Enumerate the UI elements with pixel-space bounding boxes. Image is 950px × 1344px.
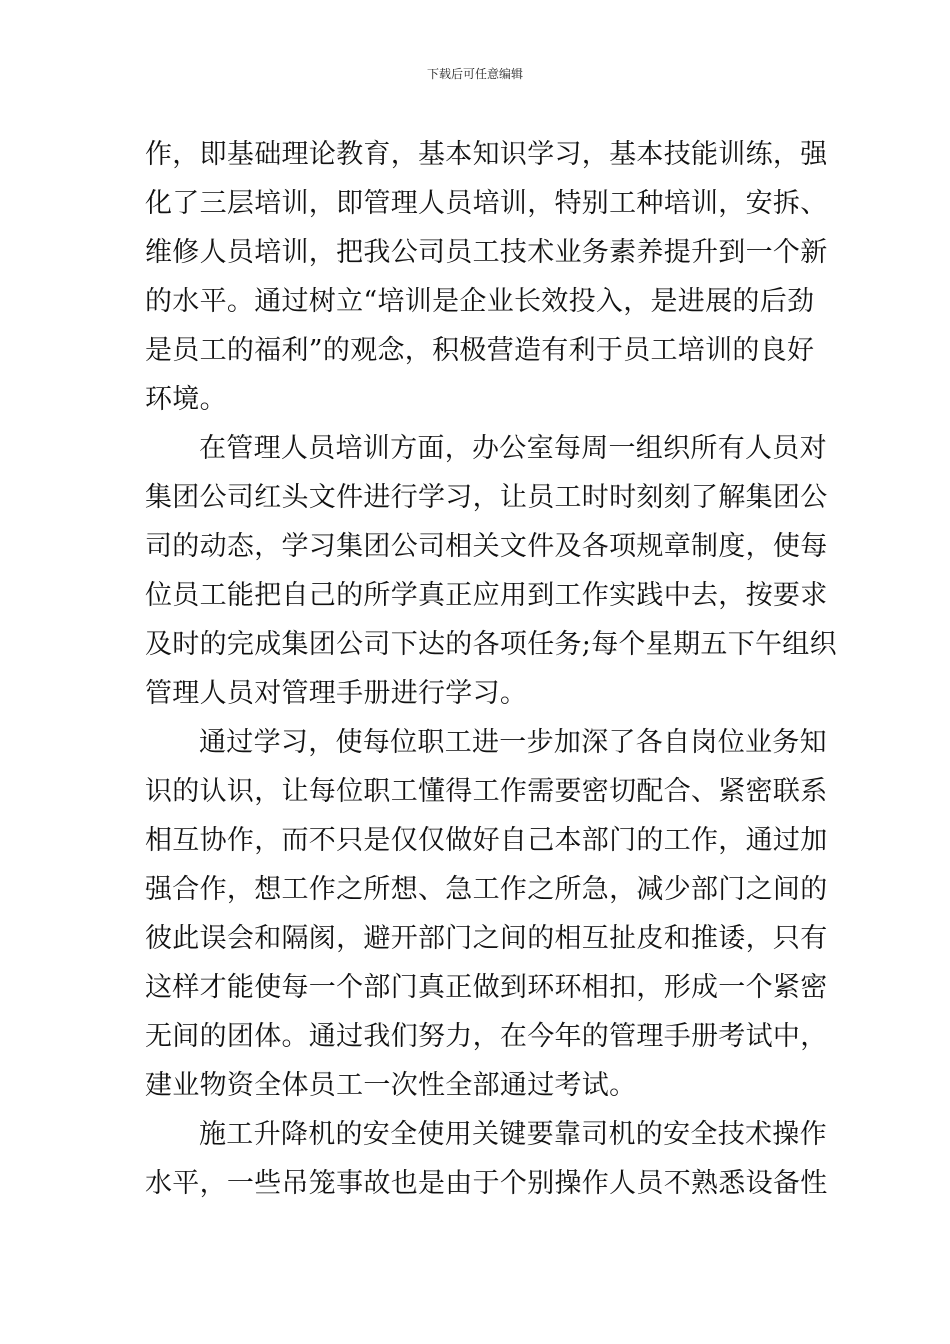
page-header: 下载后可任意编辑 (426, 67, 523, 81)
text-line: 集团公司红头文件进行学习，让员工时时刻刻了解集团公 (145, 482, 828, 513)
text-line: 作，即基础理论教育，基本知识学习，基本技能训练，强 (145, 139, 828, 170)
text-line: 无间的团体。通过我们努力，在今年的管理手册考试中， (145, 1021, 828, 1052)
text-line: 相互协作，而不只是仅仅做好自己本部门的工作，通过加 (145, 825, 828, 856)
text-line: 环境。 (145, 384, 227, 415)
text-line: 通过学习，使每位职工进一步加深了各自岗位业务知 (199, 727, 827, 758)
text-line: 维修人员培训，把我公司员工技术业务素养提升到一个新 (145, 237, 828, 268)
document-body (145, 130, 837, 1208)
text-line: 司的动态，学习集团公司相关文件及各项规章制度，使每 (145, 531, 828, 562)
text-line: 的水平。通过树立“培训是企业长效投入，是进展的后劲 (145, 286, 815, 317)
text-line: 这样才能使每一个部门真正做到环环相扣，形成一个紧密 (145, 972, 828, 1003)
text-line: 彼此误会和隔阂，避开部门之间的相互扯皮和推诿，只有 (145, 923, 828, 954)
text-line: 化了三层培训，即管理人员培训，特别工种培训，安拆、 (145, 188, 828, 219)
text-line: 及时的完成集团公司下达的各项任务;每个星期五下午组织 (145, 629, 837, 660)
text-line: 水平，一些吊笼事故也是由于个别操作人员不熟悉设备性 (145, 1168, 828, 1199)
text-line: 位员工能把自己的所学真正应用到工作实践中去，按要求 (145, 580, 828, 611)
text-line: 施工升降机的安全使用关键要靠司机的安全技术操作 (199, 1119, 827, 1150)
text-line: 识的认识，让每位职工懂得工作需要密切配合、紧密联系 (145, 776, 828, 807)
text-line: 建业物资全体员工一次性全部通过考试。 (145, 1070, 637, 1101)
text-line: 是员工的福利”的观念，积极营造有利于员工培训的良好 (145, 335, 815, 366)
text-line: 管理人员对管理手册进行学习。 (145, 678, 528, 709)
text-line: 在管理人员培训方面，办公室每周一组织所有人员对 (199, 433, 827, 464)
text-line: 强合作，想工作之所想、急工作之所急，减少部门之间的 (145, 874, 828, 905)
